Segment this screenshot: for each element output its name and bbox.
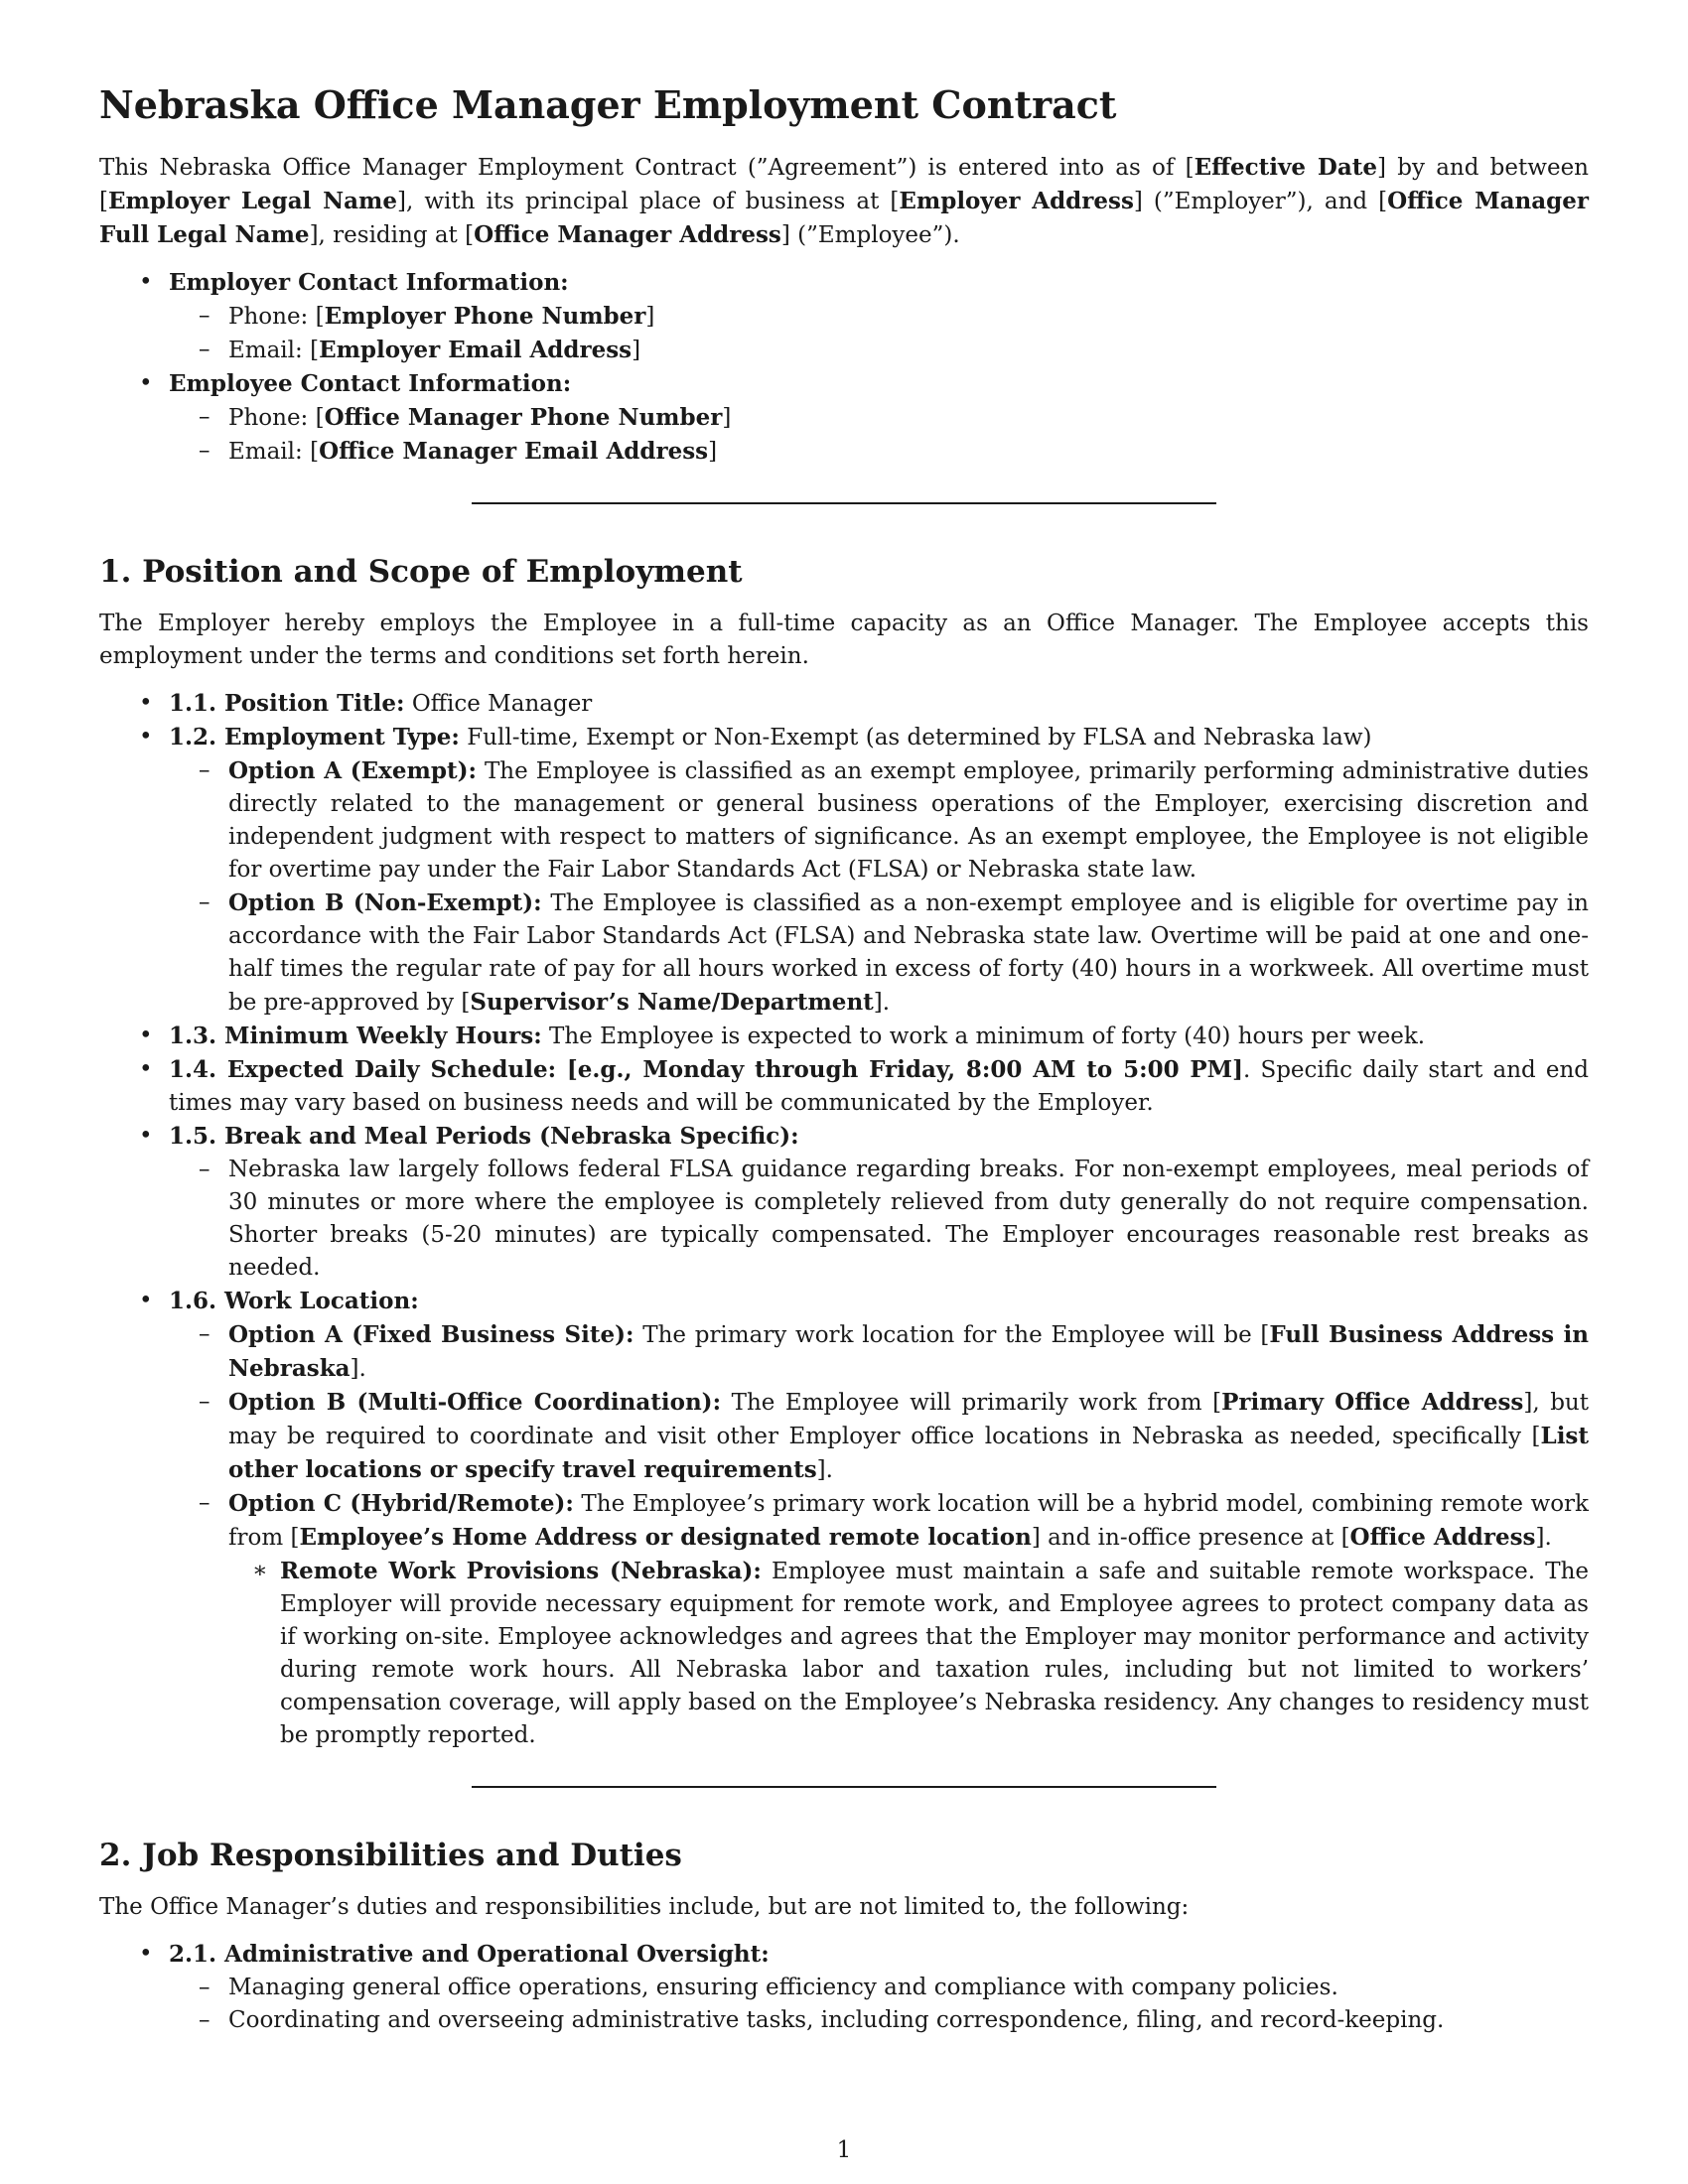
remote-work-provisions (228, 1555, 1589, 1752)
intro-text: ], with its principal place of business at [ (397, 189, 900, 214)
option-a-exempt (169, 754, 1589, 887)
manager-name-placeholder: Office Manager Full Legal Name (99, 188, 1589, 248)
intro-text: This Nebraska Office Manager Employment Contract (”Agreement”) is entered into as of [ (99, 155, 1195, 181)
page-number: 1 (836, 2137, 852, 2163)
item-1-6 (99, 1285, 1589, 1752)
intro-text: ] (”Employee”). (780, 222, 960, 248)
employee-email-placeholder: Office Manager Email Address (319, 438, 709, 465)
section-1-intro: The Employer hereby employs the Employee in a full-time capacity as an Office Manager. The Employee accepts this employment under the terms and conditions set forth herein. (99, 611, 1589, 669)
item-label: 2.1. Administrative and Operational Oversight: (169, 1941, 770, 1968)
item-1-3 (99, 1020, 1589, 1053)
employee-email-item (169, 435, 1589, 469)
email-label: Email: [ (228, 439, 320, 465)
manager-address-placeholder: Office Manager Address (474, 221, 781, 248)
option-text: The primary work location for the Employee will be [ (633, 1322, 1270, 1348)
primary-office-placeholder: Primary Office Address (1221, 1389, 1524, 1416)
bracket-close: ]. (873, 990, 891, 1016)
office-address-placeholder: Office Address (1349, 1524, 1536, 1551)
item-1-4 (99, 1053, 1589, 1120)
option-text: ], but may be required to coordinate and visit other Employer office locations in Nebraska as needed, specifically [ (228, 1390, 1589, 1449)
employee-phone-placeholder: Office Manager Phone Number (324, 404, 723, 431)
document-title: Nebraska Office Manager Employment Contract (99, 82, 1117, 127)
item-label: 1.2. Employment Type: (169, 724, 460, 751)
section-1-heading: 1. Position and Scope of Employment (99, 554, 743, 590)
item-1-2 (99, 721, 1589, 1020)
option-label: Option A (Fixed Business Site): (228, 1321, 634, 1348)
bracket-close: ]. (1535, 1525, 1552, 1551)
employee-contact-heading: Employee Contact Information: (169, 370, 572, 397)
option-text: The Employee is classified as a non-exempt employee and is eligible for overtime pay in accordance with the Fair Labor Standards Act (FLSA) and Nebraska state law. Overtime will be paid at one and one-half times the regular rate of pay for all hours worked in excess of forty (40) hours in a workweek. All overtime must be pre-approved by [ (228, 890, 1589, 1016)
item-1-5 (99, 1120, 1589, 1285)
option-text: The Employee is classified as an exempt employee, primarily performing administrative duties directly related to the management or general business operations of the Employer, exercising discretion and independent judgment with respect to matters of significance. As an exempt employee, the Employee is not eligible for overtime pay under the Fair Labor Standards Act (FLSA) or Nebraska state law. (228, 758, 1590, 883)
duty-item: – Managing general office operations, ensuring efficiency and compliance with company policies. (169, 1972, 1589, 2004)
phone-label: Phone: [ (228, 405, 325, 431)
item-label: 1.5. Break and Meal Periods (Nebraska Specific): (169, 1123, 799, 1150)
bracket-close: ]. (350, 1356, 366, 1382)
supervisor-placeholder: Supervisor’s Name/Department (470, 989, 874, 1016)
employee-phone-item (169, 401, 1589, 435)
employer-phone-placeholder: Employer Phone Number (324, 303, 646, 330)
item-label: 1.4. Expected Daily Schedule: [e.g., Monday through Friday, 8:00 AM to 5:00 PM] (169, 1056, 1244, 1083)
employer-contact-item (99, 266, 1589, 367)
bracket-close: ] (708, 439, 718, 465)
remote-location-placeholder: Employee’s Home Address or designated remote location (299, 1524, 1032, 1551)
location-option-b (169, 1386, 1589, 1487)
provision-label: Remote Work Provisions (Nebraska): (280, 1558, 762, 1584)
intro-paragraph (99, 151, 1589, 252)
employer-name-placeholder: Employer Legal Name (107, 188, 398, 214)
section-2-list (99, 1938, 1589, 2037)
employer-phone-item (169, 300, 1589, 334)
bracket-close: ] (632, 338, 641, 363)
bracket-close: ] (722, 405, 732, 431)
document-body (99, 81, 1589, 2043)
employer-address-placeholder: Employer Address (899, 188, 1134, 214)
provision-text: Employee must maintain a safe and suitable remote workspace. The Employer will provide necessary equipment for remote work, and Employee agrees to protect company data as if working on-site. Employee acknowledges and agrees that the Employer may monitor performance and activity during remote work hours. All Nebraska labor and taxation rules, including but not limited to workers’ compensation coverage, will apply based on the Employee’s Nebraska residency. Any changes to residency must be promptly reported. (280, 1559, 1589, 1748)
bracket-close: ] (645, 304, 655, 330)
other-locations-placeholder: List other locations or specify travel requirements (228, 1423, 1589, 1483)
location-option-c (169, 1487, 1589, 1752)
employer-contact-heading: Employer Contact Information: (169, 269, 569, 296)
email-label: Email: [ (228, 338, 320, 363)
bracket-close: ]. (816, 1457, 833, 1483)
contact-list (99, 266, 1589, 469)
duty-item: – Coordinating and overseeing administrative tasks, including correspondence, filing, and record-keeping. (169, 2004, 1589, 2037)
item-2-1 (99, 1938, 1589, 2037)
section-divider (472, 502, 1216, 504)
item-label: 1.3. Minimum Weekly Hours: (169, 1023, 542, 1049)
section-2-heading: 2. Job Responsibilities and Duties (99, 1838, 682, 1873)
item-label: 1.1. Position Title: (169, 690, 405, 717)
break-periods-text: – Nebraska law largely follows federal FLSA guidance regarding breaks. For non-exempt employees, meal periods of 30 minutes or more where the employee is completely relieved from duty generally do not require compensation. Shorter breaks (5-20 minutes) are typically compensated. The Employer encourages reasonable rest breaks as needed. (169, 1154, 1589, 1285)
option-label: Option B (Non-Exempt): (228, 889, 542, 916)
item-text: Full-time, Exempt or Non-Exempt (as determined by FLSA and Nebraska law) (459, 725, 1372, 751)
item-1-1 (99, 687, 1589, 721)
section-1-list (99, 687, 1589, 1752)
phone-label: Phone: [ (228, 304, 325, 330)
item-text: Office Manager (404, 691, 593, 717)
employer-email-placeholder: Employer Email Address (319, 337, 633, 363)
item-label: 1.6. Work Location: (169, 1288, 419, 1314)
option-label: Option B (Multi-Office Coordination): (228, 1389, 722, 1416)
employer-email-item (169, 334, 1589, 367)
section-divider (472, 1786, 1216, 1788)
item-text: The Employee is expected to work a minimum of forty (40) hours per week. (541, 1024, 1426, 1049)
option-label: Option A (Exempt): (228, 757, 477, 784)
option-text: The Employee’s primary work location will be a hybrid model, combining remote work from [ (228, 1491, 1589, 1551)
effective-date-placeholder: Effective Date (1194, 154, 1378, 181)
business-address-placeholder: Full Business Address in Nebraska (228, 1321, 1589, 1382)
location-option-a (169, 1318, 1589, 1386)
intro-text: ] by and between [ (99, 155, 1589, 214)
employee-contact-item (99, 367, 1589, 469)
section-2-intro: The Office Manager’s duties and responsibilities include, but are not limited to, the following: (99, 1894, 1190, 1920)
item-text: . Specific daily start and end times may vary based on business needs and will be communicated by the Employer. (169, 1057, 1589, 1116)
option-text: The Employee will primarily work from [ (721, 1390, 1222, 1416)
intro-text: ] (”Employer”), and [ (1133, 189, 1388, 214)
intro-text: ], residing at [ (309, 222, 475, 248)
option-label: Option C (Hybrid/Remote): (228, 1490, 574, 1517)
option-text: ] and in-office presence at [ (1031, 1525, 1350, 1551)
option-b-non-exempt (169, 887, 1589, 1020)
